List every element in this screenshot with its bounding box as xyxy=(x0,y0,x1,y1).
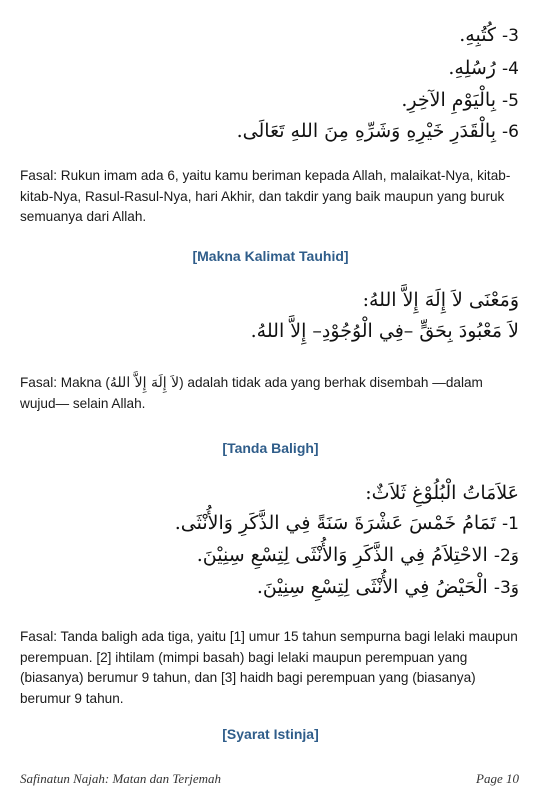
heading-tanda-baligh: [Tanda Baligh] xyxy=(222,440,319,456)
footer-book-title: Safinatun Najah: Matan dan Terjemah xyxy=(20,771,222,786)
arabic-line-5 xyxy=(401,87,519,114)
line-number: وَ2- xyxy=(493,546,519,566)
arabic-line-6 xyxy=(237,118,519,145)
footer-page-number: Page 10 xyxy=(476,771,519,786)
inline-arabic: لاَ إِلَهَ إِلاَّ اللهُ xyxy=(109,375,180,391)
line-number: 6- xyxy=(502,122,519,142)
line-number: وَ3- xyxy=(493,578,519,598)
arabic-line-baligh-1 xyxy=(175,510,519,537)
arabic-text: لاَ مَعْبُودَ بِحَقٍّ –فِي الْوُجُوْدِ– إِلاَّ اللهُ. xyxy=(250,320,519,342)
line-number: 4- xyxy=(502,59,519,79)
fasal-rukun-iman: Fasal: Rukun imam ada 6, yaitu kamu beriman kepada Allah, malaikat-Nya, kitab-kitab-Nya, Rasul-Rasul-Nya, hari Akhir, dan takdir yang baik maupun yang buruk semuanya dari Allah. xyxy=(20,168,511,224)
arabic-text: وَمَعْنَى لاَ إِلَهَ إِلاَّ اللهُ: xyxy=(362,289,519,311)
arabic-text: رُسُلِهِ. xyxy=(448,57,496,79)
arabic-line-makna xyxy=(363,287,519,313)
arabic-text: الْحَيْضُ فِي الأُنْثَى لِتِسْعِ سِنِيْنَ. xyxy=(256,576,488,598)
fasal-tanda-baligh: Fasal: Tanda baligh ada tiga, yaitu [1] umur 15 tahun sempurna bagi lelaki maupun perempuan. [2] ihtilam (mimpi basah) bagi lelaki maupun perempuan yang (biasanya) berumur 9 tahun, dan [3] haidh bagi perempuan yang (biasanya) berumur 9 tahun. xyxy=(20,629,518,706)
arabic-line-baligh-2 xyxy=(197,542,519,569)
arabic-text: كُتُبِهِ. xyxy=(459,24,496,46)
arabic-text: الاحْتِلاَمُ فِي الذَّكَرِ وَالأُنْثَى لِتِسْعِ سِنِيْنَ. xyxy=(196,544,488,566)
arabic-line-tauhid xyxy=(251,318,519,344)
line-number: 5- xyxy=(502,91,519,111)
arabic-line-alamat xyxy=(365,480,519,506)
arabic-text: بِالْقَدَرِ خَيْرِهِ وَشَرِّهِ مِنَ اللهِ تَعَالَى. xyxy=(236,120,496,142)
arabic-text: بِالْيَوْمِ الآخِرِ. xyxy=(401,89,496,111)
arabic-text: عَلاَمَاتُ الْبُلُوْغِ ثَلاَثٌ: xyxy=(365,482,519,504)
line-number: 1- xyxy=(502,514,519,534)
heading-makna-kalimat-tauhid: [Makna Kalimat Tauhid] xyxy=(192,248,349,264)
arabic-line-4 xyxy=(448,55,519,82)
arabic-line-baligh-3 xyxy=(257,574,519,601)
arabic-text: تَمَامُ خَمْسَ عَشْرَةَ سَنَةً فِي الذَّكَرِ وَالأُنْثَى. xyxy=(174,512,496,534)
arabic-line-3 xyxy=(459,22,519,49)
fasal-text-start: Fasal: Makna ( xyxy=(20,375,110,390)
fasal-makna-tauhid xyxy=(20,373,520,414)
fasal-text-end: ) adalah tidak ada yang berhak disembah —dalam wujud— selain Allah. xyxy=(20,375,483,411)
line-number: 3- xyxy=(502,26,519,46)
heading-syarat-istinja: [Syarat Istinja] xyxy=(222,726,319,742)
